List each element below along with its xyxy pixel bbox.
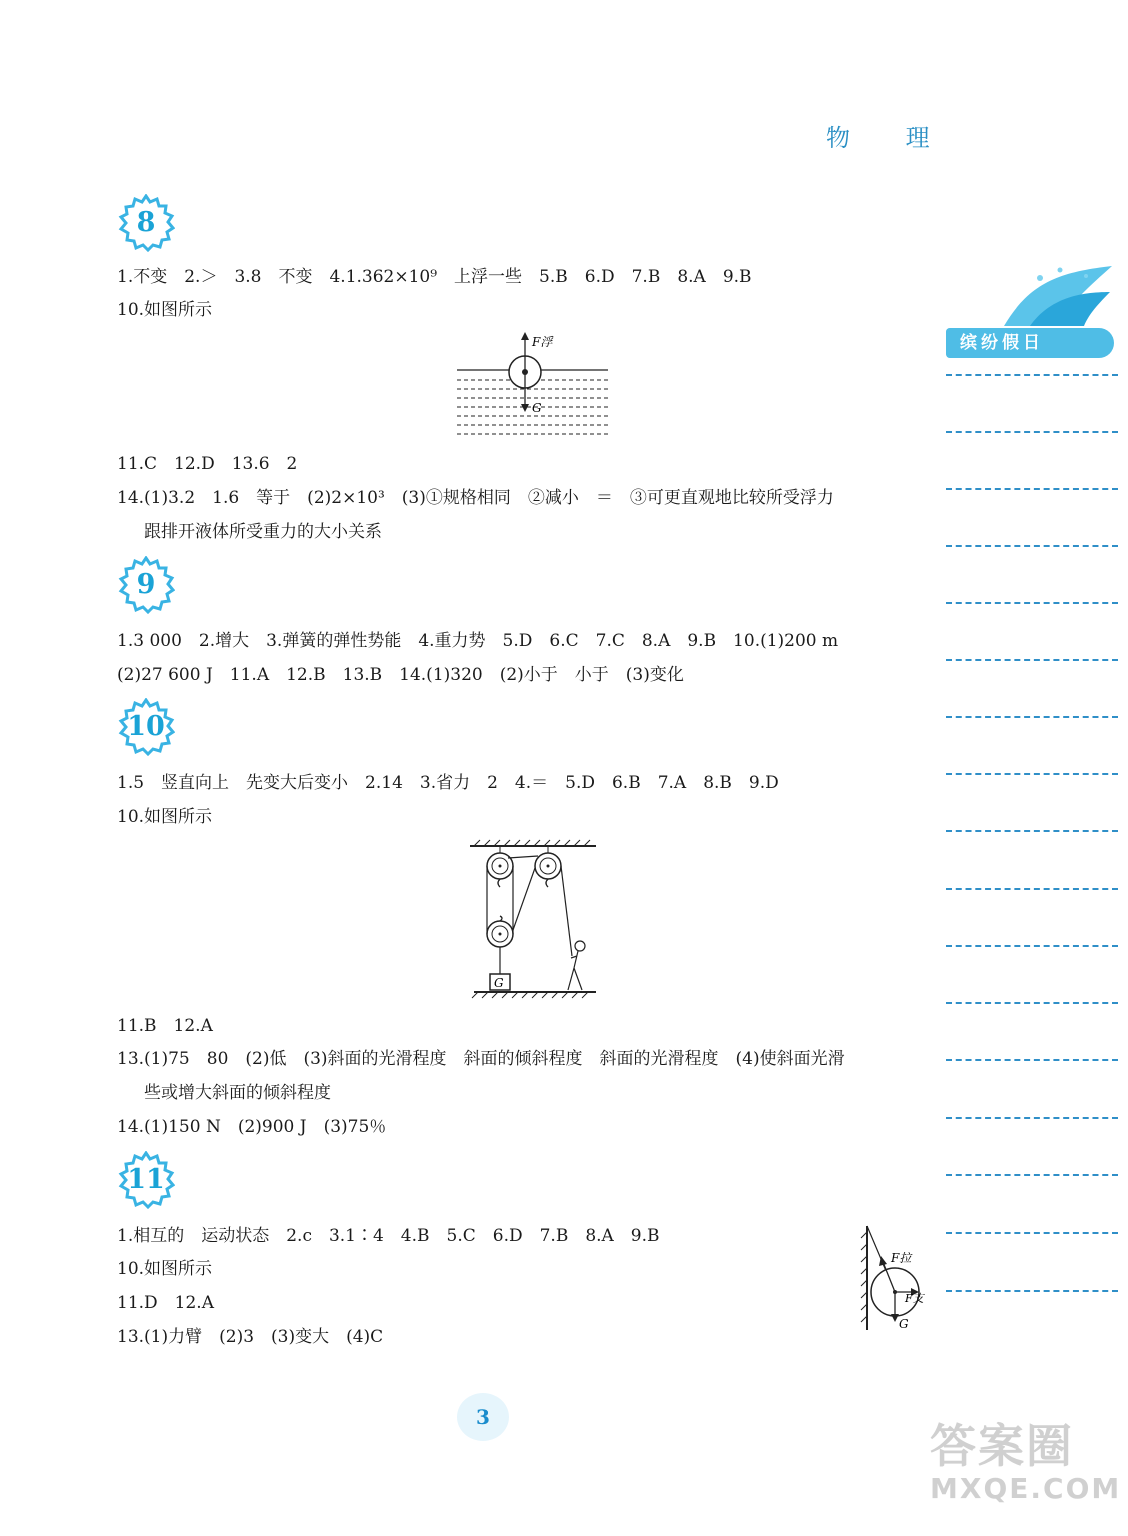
answer-line: 10.如图所示 xyxy=(117,1259,213,1279)
answer-line: (2)27 600 J 11.A 12.B 13.B 14.(1)320 (2)小于 小于 (3)变化 xyxy=(117,665,684,685)
answer-line: 10.如图所示 xyxy=(117,300,213,320)
answer-line: 14.(1)3.2 1.6 等于 (2)2×10³ (3)①规格相同 ②减小 ＝ ③可更直观地比较所受浮力 xyxy=(117,488,834,508)
answer-line: 11.B 12.A xyxy=(117,1016,213,1036)
answer-line: 1.不变 2.＞ 3.8 不变 4.1.362×10⁹ 上浮一些 5.B 6.D 7.B 8.A 9.B xyxy=(117,267,752,287)
gravity-label: G xyxy=(532,401,542,415)
weight-label: G xyxy=(494,976,504,990)
answer-line: 11.C 12.D 13.6 2 xyxy=(117,454,298,474)
answer-line: 1.3 000 2.增大 3.弹簧的弹性势能 4.重力势 5.D 6.C 7.C 8.A 9.B 10.(1)200 m xyxy=(117,631,839,651)
support-label: F支 xyxy=(905,1292,924,1305)
section-badge-11: 11 xyxy=(117,1151,175,1209)
section-badge-9: 9 xyxy=(117,556,175,614)
watermark xyxy=(930,1410,1120,1505)
answer-line: 14.(1)150 N (2)900 J (3)75％ xyxy=(117,1117,387,1137)
wave-splash-icon xyxy=(1000,262,1116,330)
gravity-label: G xyxy=(899,1317,909,1331)
page-number: 3 xyxy=(476,1405,490,1429)
ball-on-wall-diagram xyxy=(855,1222,935,1334)
section-badge-10: 10 xyxy=(117,698,175,756)
buoyancy-label: F浮 xyxy=(532,335,553,349)
section-badge-8: 8 xyxy=(117,194,175,252)
tension-label: F拉 xyxy=(891,1251,912,1265)
answer-line: 1.5 竖直向上 先变大后变小 2.14 3.省力 2 4.＝ 5.D 6.B 7.A 8.B 9.D xyxy=(117,773,779,793)
answer-line: 13.(1)力臂 (2)3 (3)变大 (4)C xyxy=(117,1327,384,1347)
answer-line: 11.D 12.A xyxy=(117,1293,214,1313)
answer-line: 跟排开液体所受重力的大小关系 xyxy=(144,522,382,542)
answer-line: 13.(1)75 80 (2)低 (3)斜面的光滑程度 斜面的倾斜程度 斜面的光滑程度 (4)使斜面光滑 xyxy=(117,1049,845,1069)
answer-line: 些或增大斜面的倾斜程度 xyxy=(144,1083,331,1103)
float-ball-diagram xyxy=(455,330,610,442)
holiday-banner: 缤纷假日 xyxy=(946,328,1114,358)
watermark-url: MXQE.COM xyxy=(930,1472,1122,1505)
pulley-system-diagram xyxy=(468,838,600,1000)
subject-title: 物 理 xyxy=(826,124,954,152)
answer-line: 1.相互的 运动状态 2.c 3.1∶4 4.B 5.C 6.D 7.B 8.A 9.B xyxy=(117,1226,660,1246)
watermark-title: 答案圈 xyxy=(930,1419,1074,1473)
answer-line: 10.如图所示 xyxy=(117,807,213,827)
